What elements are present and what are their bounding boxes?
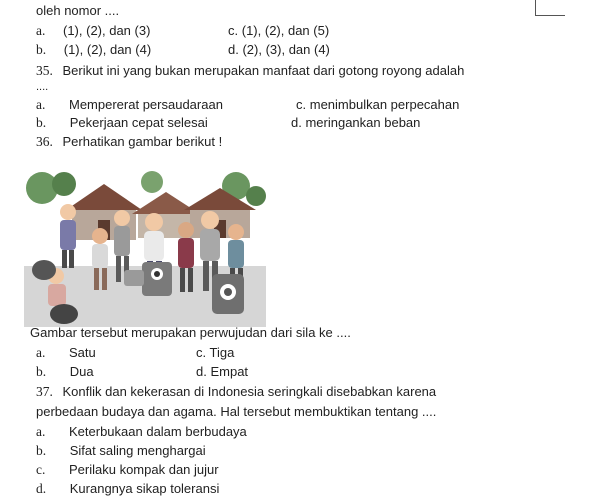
corner-frame-vertical — [535, 0, 536, 16]
question-number: 37. — [36, 384, 53, 399]
lead-in-text: oleh nomor .... — [36, 3, 120, 18]
option-letter: c. — [296, 97, 307, 112]
q35-option-d[interactable] — [291, 115, 420, 131]
q37-option-c[interactable] — [36, 462, 219, 478]
option-letter: a. — [36, 97, 46, 112]
option-text: Empat — [210, 364, 249, 379]
option-text: Kurangnya sikap toleransi — [69, 481, 220, 496]
option-text: (1), (2), dan (3) — [63, 23, 151, 38]
option-text: (1), (2), dan (4) — [63, 42, 152, 57]
q35-dots: .... — [36, 81, 49, 93]
question-text: Perhatikan gambar berikut ! — [62, 134, 223, 149]
option-text: menimbulkan perpecahan — [309, 97, 460, 112]
question-text: Berikut ini yang bukan merupakan manfaat dari gotong royong adalah — [62, 63, 465, 78]
q36-option-a[interactable] — [36, 345, 96, 361]
option-letter: b. — [36, 443, 47, 458]
option-letter: b. — [36, 364, 47, 379]
option-text: Perilaku kompak dan jujur — [69, 462, 219, 477]
option-text: Pekerjaan cepat selesai — [69, 115, 208, 130]
question-text: Konflik dan kekerasan di Indonesia seringkali disebabkan karena — [62, 384, 437, 399]
gotong-royong-illustration — [24, 170, 266, 327]
option-text: (1), (2), dan (5) — [241, 23, 330, 38]
q35-question — [36, 63, 464, 79]
option-letter: d. — [196, 364, 207, 379]
option-letter: a. — [36, 424, 46, 439]
option-letter: a. — [36, 345, 46, 360]
option-text: (2), (3), dan (4) — [242, 42, 330, 57]
q34-option-b[interactable] — [36, 42, 151, 58]
q36-option-c[interactable] — [196, 345, 234, 361]
option-letter: c. — [36, 462, 46, 477]
option-letter: c. — [196, 345, 207, 360]
q34-option-a[interactable] — [36, 23, 150, 39]
q37-question-line2: perbedaan budaya dan agama. Hal tersebut membuktikan tentang .... — [36, 404, 437, 419]
option-text: Satu — [69, 345, 96, 360]
option-text: Tiga — [209, 345, 235, 360]
option-text: Sifat saling menghargai — [69, 443, 206, 458]
q36-caption: Gambar tersebut merupakan perwujudan dari sila ke .... — [30, 325, 351, 340]
option-letter: d. — [291, 115, 302, 130]
q34-option-c[interactable] — [228, 23, 329, 39]
question-number: 36. — [36, 134, 53, 149]
option-text: Dua — [69, 364, 94, 379]
option-letter: d. — [36, 481, 47, 496]
q35-option-a[interactable] — [36, 97, 223, 113]
q37-option-a[interactable] — [36, 424, 247, 440]
option-text: Keterbukaan dalam berbudaya — [69, 424, 247, 439]
q35-option-b[interactable] — [36, 115, 208, 131]
corner-frame-horizontal — [535, 15, 565, 16]
q36-question — [36, 134, 222, 150]
q36-option-d[interactable] — [196, 364, 248, 380]
option-letter: a. — [36, 23, 46, 38]
option-letter: d. — [228, 42, 239, 57]
q35-option-c[interactable] — [296, 97, 459, 113]
option-letter: b. — [36, 115, 47, 130]
option-text: Mempererat persaudaraan — [69, 97, 223, 112]
option-text: meringankan beban — [305, 115, 421, 130]
q36-option-b[interactable] — [36, 364, 94, 380]
q37-option-d[interactable] — [36, 481, 219, 497]
option-letter: b. — [36, 42, 47, 57]
q37-question — [36, 384, 436, 400]
option-letter: c. — [228, 23, 239, 38]
q34-option-d[interactable] — [228, 42, 330, 58]
q37-option-b[interactable] — [36, 443, 206, 459]
question-number: 35. — [36, 63, 53, 78]
